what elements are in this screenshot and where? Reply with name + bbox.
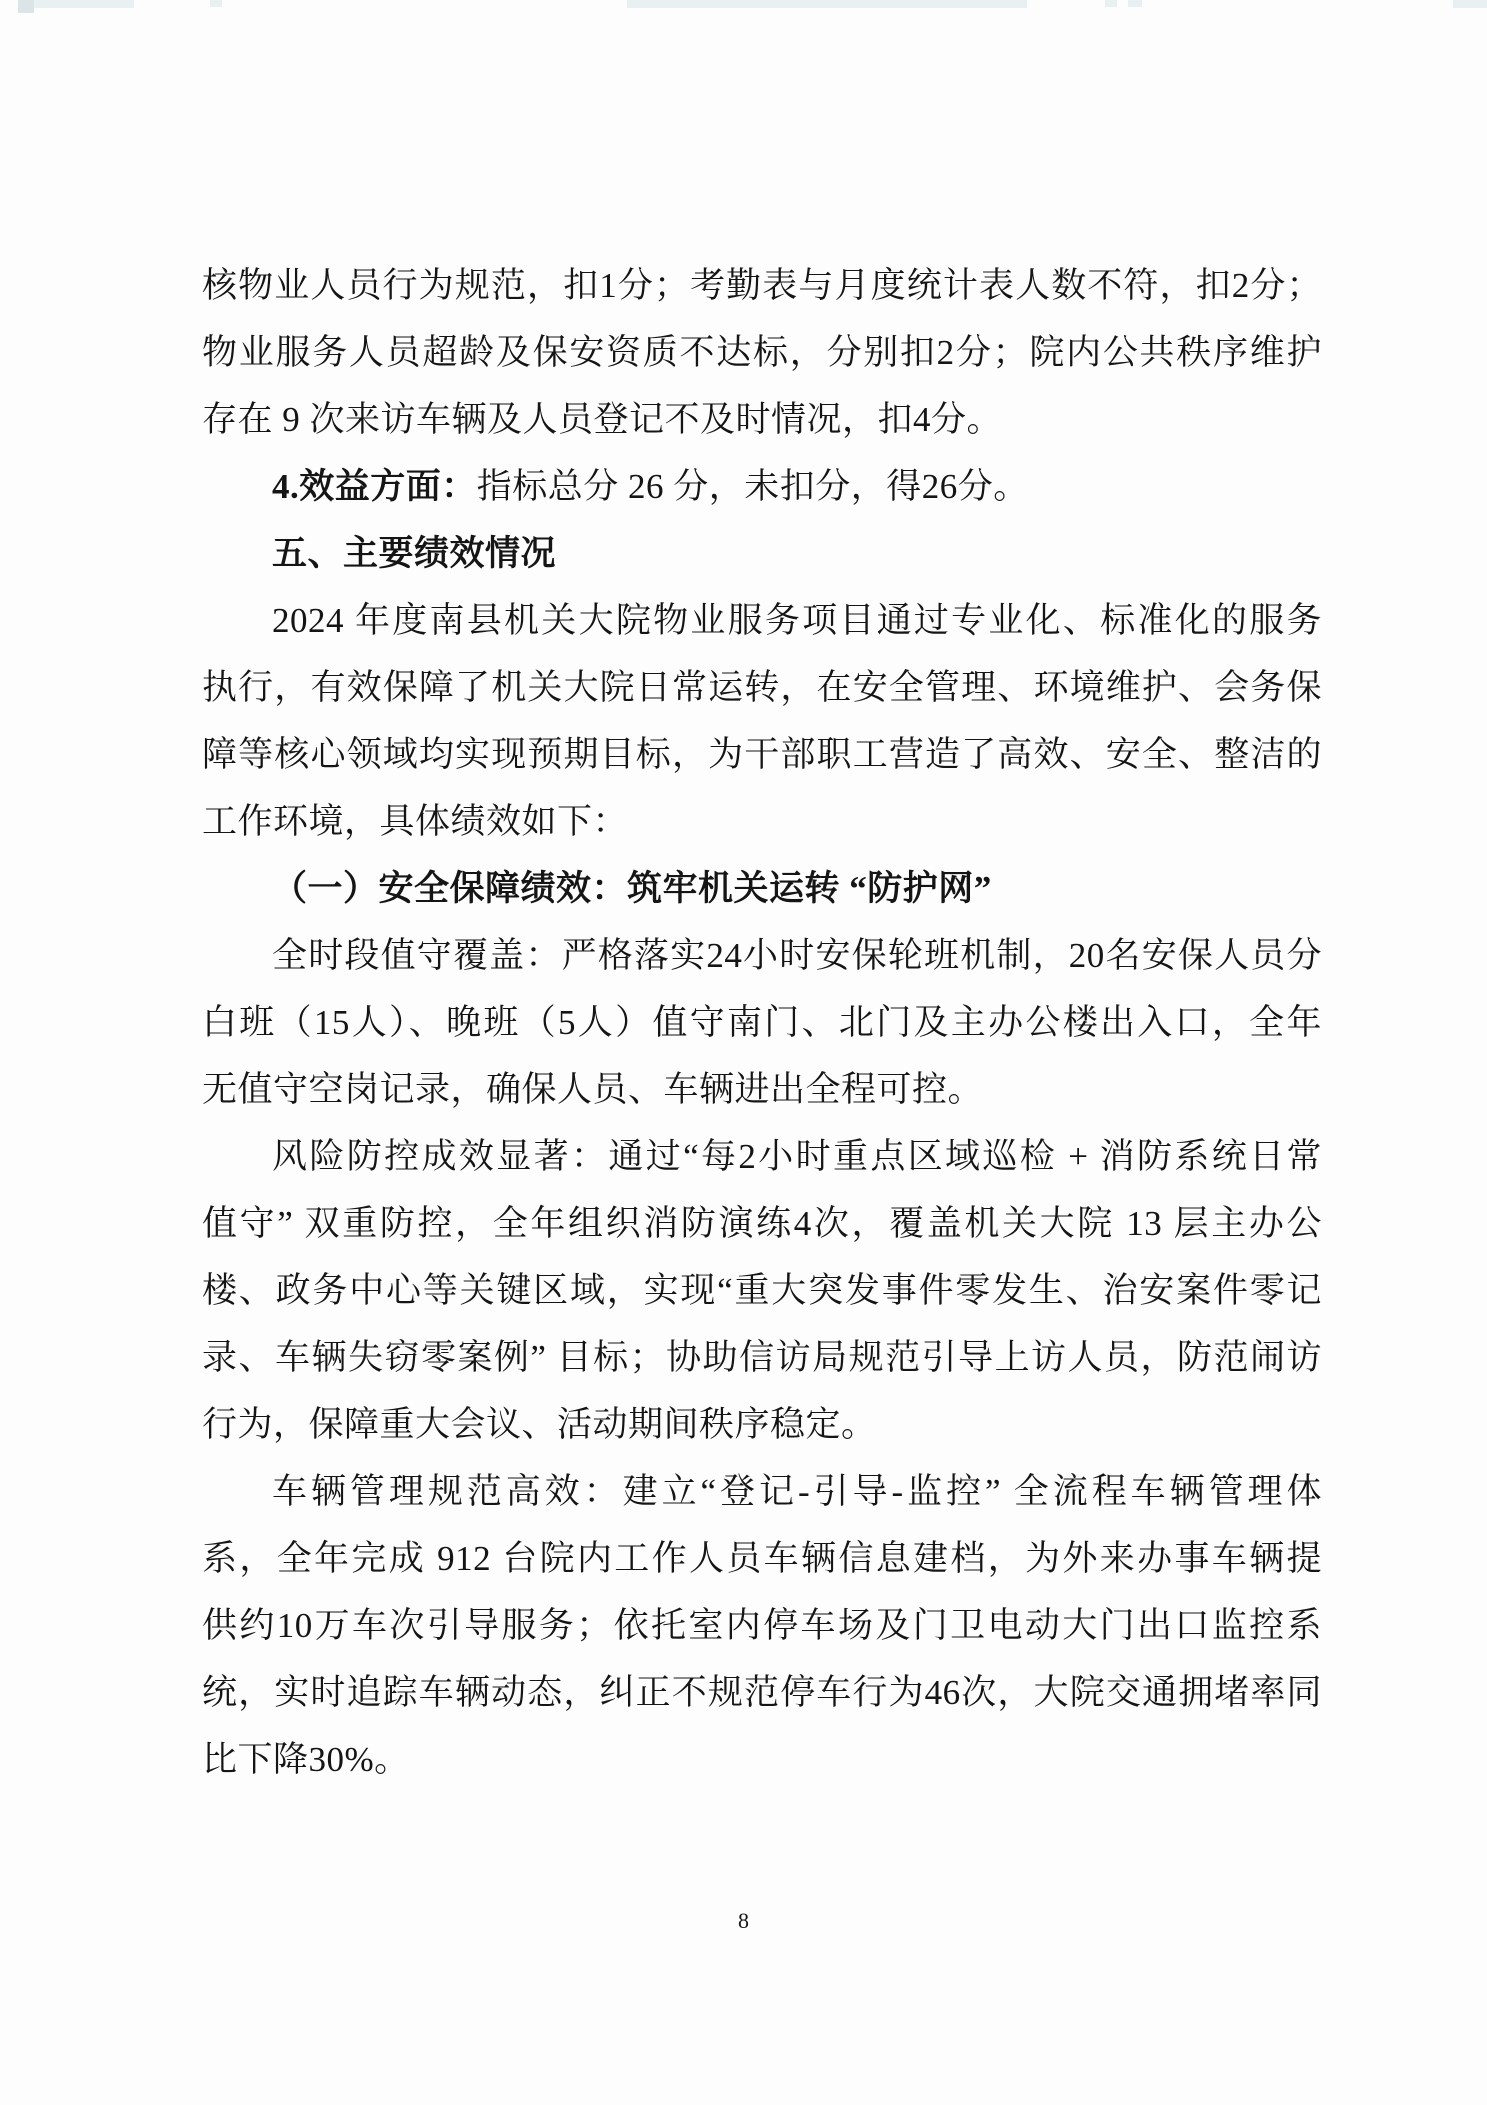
section-heading bbox=[202, 520, 1322, 587]
line-text: 行为，保障重大会议、活动期间秩序稳定。 bbox=[202, 1405, 877, 1444]
vehicle-management-line bbox=[202, 1659, 1322, 1726]
line-bold-lead: （一）安全保障绩效：筑牢机关运转 “防护网” bbox=[272, 869, 992, 908]
line-text: 存在 9 次来访车辆及人员登记不及时情况，扣4分。 bbox=[202, 400, 1003, 439]
line-text: 风险防控成效显著：通过“每2小时重点区域巡检 + 消防系统日常 bbox=[272, 1137, 1322, 1176]
scan-artifact bbox=[34, 0, 134, 8]
scan-artifact bbox=[1128, 0, 1142, 7]
security-duty-line bbox=[202, 922, 1322, 989]
risk-control-line bbox=[202, 1391, 1322, 1458]
line-text: 白班（15人）、晚班（5人）值守南门、北门及主办公楼出入口，全年 bbox=[202, 1003, 1322, 1042]
line-text: 物业服务人员超龄及保安资质不达标，分别扣2分；院内公共秩序维护 bbox=[202, 333, 1322, 372]
vehicle-management-line bbox=[202, 1726, 1322, 1793]
benefit-score-line bbox=[202, 453, 1322, 520]
line-text: 录、车辆失窃零案例” 目标；协助信访局规范引导上访人员，防范闹访 bbox=[202, 1338, 1322, 1377]
line-text: 核物业人员行为规范，扣1分；考勤表与月度统计表人数不符，扣2分； bbox=[202, 266, 1322, 305]
risk-control-line bbox=[202, 1324, 1322, 1391]
vehicle-management-line bbox=[202, 1525, 1322, 1592]
line-text: 全时段值守覆盖：严格落实24小时安保轮班机制，20名安保人员分 bbox=[272, 936, 1322, 975]
line-text: 无值守空岗记录，确保人员、车辆进出全程可控。 bbox=[202, 1070, 984, 1109]
line-text: 值守” 双重防控，全年组织消防演练4次，覆盖机关大院 13 层主办公 bbox=[202, 1204, 1322, 1243]
page-number: 8 bbox=[738, 1908, 749, 1933]
body-text bbox=[202, 252, 1322, 1793]
line-text: 系，全年完成 912 台院内工作人员车辆信息建档，为外来办事车辆提 bbox=[202, 1539, 1322, 1578]
security-duty-line bbox=[202, 989, 1322, 1056]
deduction-detail-line bbox=[202, 319, 1322, 386]
scan-artifact bbox=[210, 0, 222, 7]
line-text: 供约10万车次引导服务；依托室内停车场及门卫电动大门出口监控系 bbox=[202, 1606, 1322, 1645]
overview-line bbox=[202, 721, 1322, 788]
line-bold-lead: 4.效益方面： bbox=[272, 467, 477, 506]
line-text: 楼、政务中心等关键区域，实现“重大突发事件零发生、治安案件零记 bbox=[202, 1271, 1322, 1310]
risk-control-line bbox=[202, 1190, 1322, 1257]
security-duty-line bbox=[202, 1056, 1322, 1123]
line-text: 比下降30%。 bbox=[202, 1740, 410, 1779]
line-text: 执行，有效保障了机关大院日常运转，在安全管理、环境维护、会务保 bbox=[202, 668, 1322, 707]
line-text: 统，实时追踪车辆动态，纠正不规范停车行为46次，大院交通拥堵率同 bbox=[202, 1673, 1322, 1712]
line-text: 障等核心领域均实现预期目标，为干部职工营造了高效、安全、整洁的 bbox=[202, 735, 1322, 774]
deduction-detail-line bbox=[202, 386, 1322, 453]
line-text: 指标总分 26 分，未扣分，得26分。 bbox=[476, 467, 1029, 506]
scan-artifact bbox=[1105, 0, 1117, 7]
scan-artifact bbox=[627, 0, 1027, 8]
line-text: 工作环境，具体绩效如下： bbox=[202, 802, 629, 841]
risk-control-line bbox=[202, 1257, 1322, 1324]
vehicle-management-line bbox=[202, 1592, 1322, 1659]
scan-artifact bbox=[18, 0, 34, 13]
risk-control-line bbox=[202, 1123, 1322, 1190]
line-text: 2024 年度南县机关大院物业服务项目通过专业化、标准化的服务 bbox=[272, 601, 1322, 640]
line-text: 车辆管理规范高效：建立“登记-引导-监控” 全流程车辆管理体 bbox=[272, 1472, 1322, 1511]
line-bold-lead: 五、主要绩效情况 bbox=[272, 534, 557, 573]
deduction-detail-line bbox=[202, 252, 1322, 319]
scan-artifact bbox=[1453, 0, 1487, 8]
overview-line bbox=[202, 654, 1322, 721]
vehicle-management-line bbox=[202, 1458, 1322, 1525]
overview-line bbox=[202, 788, 1322, 855]
subsection-heading bbox=[202, 855, 1322, 922]
overview-line bbox=[202, 587, 1322, 654]
